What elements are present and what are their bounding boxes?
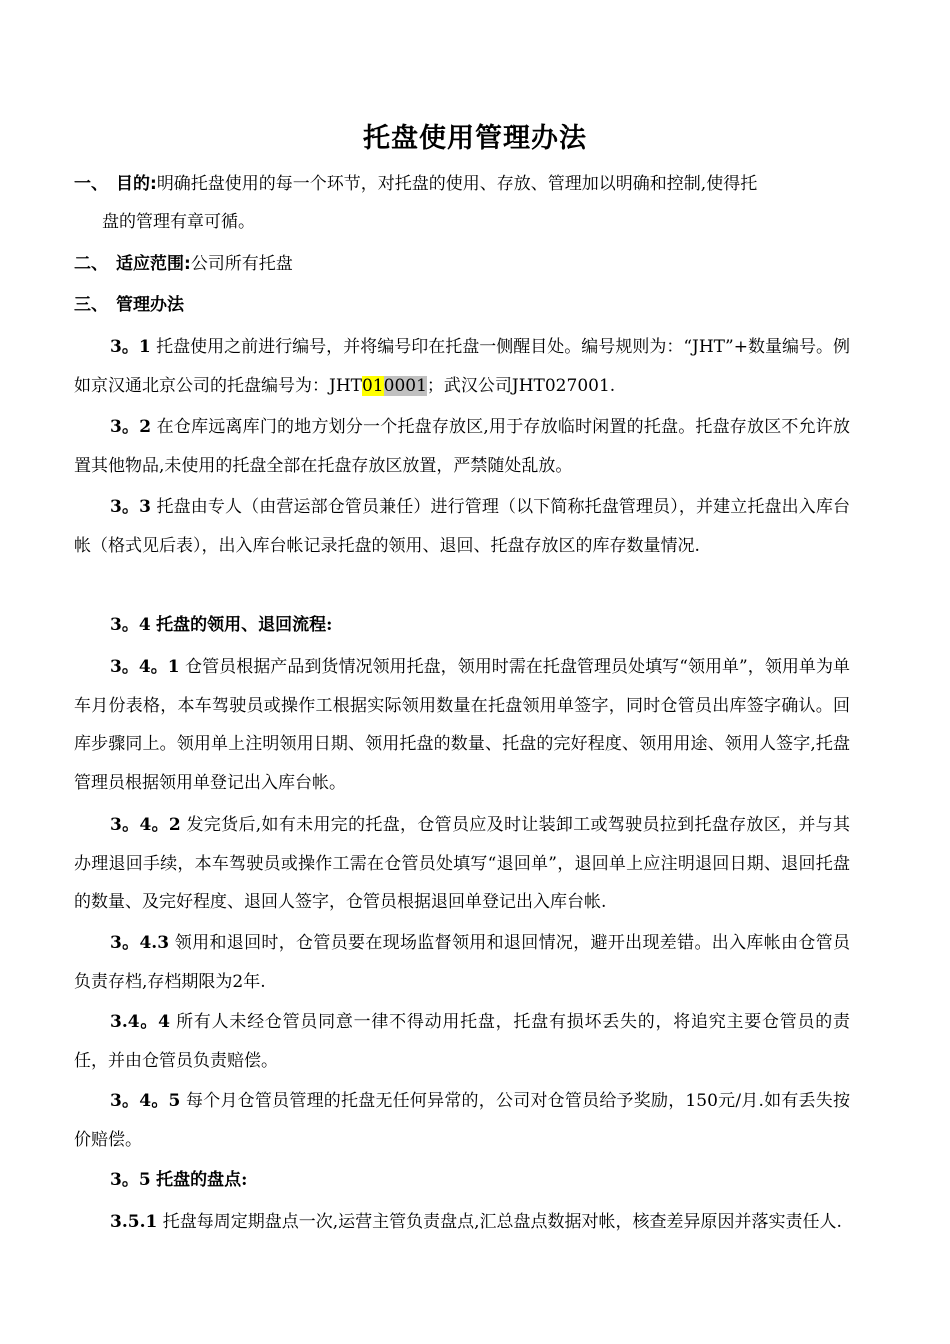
section-management bbox=[74, 286, 854, 324]
clause-label: 3.4。4 bbox=[110, 1012, 170, 1032]
clause-3-5-1 bbox=[74, 1203, 850, 1242]
clause-3-4-4 bbox=[74, 1003, 850, 1080]
clause-text: 所有人未经仓管员同意一律不得动用托盘，托盘有损坏丢失的，将追究主要仓管员的责任，并由仓管员负责赔偿。 bbox=[74, 1012, 851, 1071]
clause-label: 3.5.1 bbox=[110, 1212, 158, 1232]
clause-text: 仓管员根据产品到货情况领用托盘，领用时需在托盘管理员处填写“领用单”，领用单为单车月份表格，本车驾驶员或操作工根据实际领用数量在托盘领用单签字，同时仓管员出库签字确认。回库步骤同上。领用单上注明领用日期、领用托盘的数量、托盘的完好程度、领用用途、领用人签字,托盘管理员根据领用单登记出入库台帐。 bbox=[74, 657, 850, 793]
clause-3-5 bbox=[74, 1161, 850, 1200]
highlighted-text: 01 bbox=[361, 375, 384, 396]
clause-text: 领用和退回时，仓管员要在现场监督领用和退回情况，避开出现差错。出入库帐由仓管员负责存档,存档期限为2年. bbox=[74, 933, 851, 992]
clause-heading: 托盘的领用、退回流程: bbox=[156, 615, 333, 635]
clause-label: 3。1 bbox=[110, 337, 151, 357]
section-heading: 管理办法 bbox=[116, 295, 184, 315]
clause-label: 3。4。5 bbox=[110, 1091, 181, 1111]
section-scope bbox=[74, 245, 854, 283]
section-text-continued: 盘的管理有章可循。 bbox=[102, 212, 255, 232]
section-number: 一、 bbox=[74, 174, 108, 194]
clause-text: 在仓库远离库门的地方划分一个托盘存放区,用于存放临时闲置的托盘。托盘存放区不允许放置其他物品,未使用的托盘全部在托盘存放区放置，严禁随处乱放。 bbox=[74, 417, 850, 476]
clause-3-1 bbox=[74, 328, 850, 405]
section-text: 明确托盘使用的每一个环节，对托盘的使用、存放、管理加以明确和控制,使得托 bbox=[156, 174, 758, 194]
clause-3-3 bbox=[74, 488, 850, 565]
clause-label: 3。2 bbox=[110, 417, 152, 437]
clause-3-4-1 bbox=[74, 648, 850, 802]
clause-text-end: ；武汉公司JHT027001. bbox=[426, 375, 616, 396]
clause-label: 3。4 bbox=[110, 615, 151, 635]
document-title: 托盘使用管理办法 bbox=[363, 123, 587, 154]
clause-text: 托盘由专人（由营运部仓管员兼任）进行管理（以下简称托盘管理员），并建立托盘出入库台帐（格式见后表），出入库台帐记录托盘的领用、退回、托盘存放区的库存数量情况. bbox=[74, 497, 850, 556]
clause-label: 3。4。1 bbox=[110, 657, 180, 677]
clause-text: 发完货后,如有未用完的托盘，仓管员应及时让装卸工或驾驶员拉到托盘存放区，并与其办理退回手续，本车驾驶员或操作工需在仓管员处填写“退回单”，退回单上应注明退回日期、退回托盘的数量、及完好程度、退回人签字，仓管员根据退回单登记出入库台帐. bbox=[74, 815, 850, 912]
clause-label: 3。4.3 bbox=[110, 933, 170, 953]
clause-3-4-5 bbox=[74, 1082, 850, 1159]
section-number: 三、 bbox=[74, 295, 108, 315]
section-text: 公司所有托盘 bbox=[190, 254, 293, 274]
clause-label: 3。4。2 bbox=[110, 815, 181, 835]
section-heading: 目的: bbox=[116, 174, 157, 194]
section-purpose bbox=[74, 165, 854, 241]
highlighted-text: 0001 bbox=[383, 375, 427, 396]
clause-text: 每个月仓管员管理的托盘无任何异常的，公司对仓管员给予奖励，150元/月.如有丢失按价赔偿。 bbox=[74, 1091, 851, 1150]
clause-3-4 bbox=[74, 606, 850, 645]
clause-label: 3。3 bbox=[110, 497, 151, 517]
clause-3-4-2 bbox=[74, 806, 850, 922]
clause-label: 3。5 bbox=[110, 1170, 151, 1190]
clause-text: 托盘使用之前进行编号，并将编号印在托盘一侧醒目处。编号规则为：“JHT”+数量编号。例如京汉通北京公司的托盘编号为：JHT bbox=[74, 337, 851, 396]
section-number: 二、 bbox=[74, 254, 108, 274]
clause-heading: 托盘的盘点: bbox=[156, 1170, 248, 1190]
clause-3-2 bbox=[74, 408, 850, 485]
clause-text: 托盘每周定期盘点一次,运营主管负责盘点,汇总盘点数据对帐，核查差异原因并落实责任人. bbox=[162, 1212, 842, 1232]
section-heading: 适应范围: bbox=[116, 254, 191, 274]
clause-3-4-3 bbox=[74, 924, 850, 1001]
